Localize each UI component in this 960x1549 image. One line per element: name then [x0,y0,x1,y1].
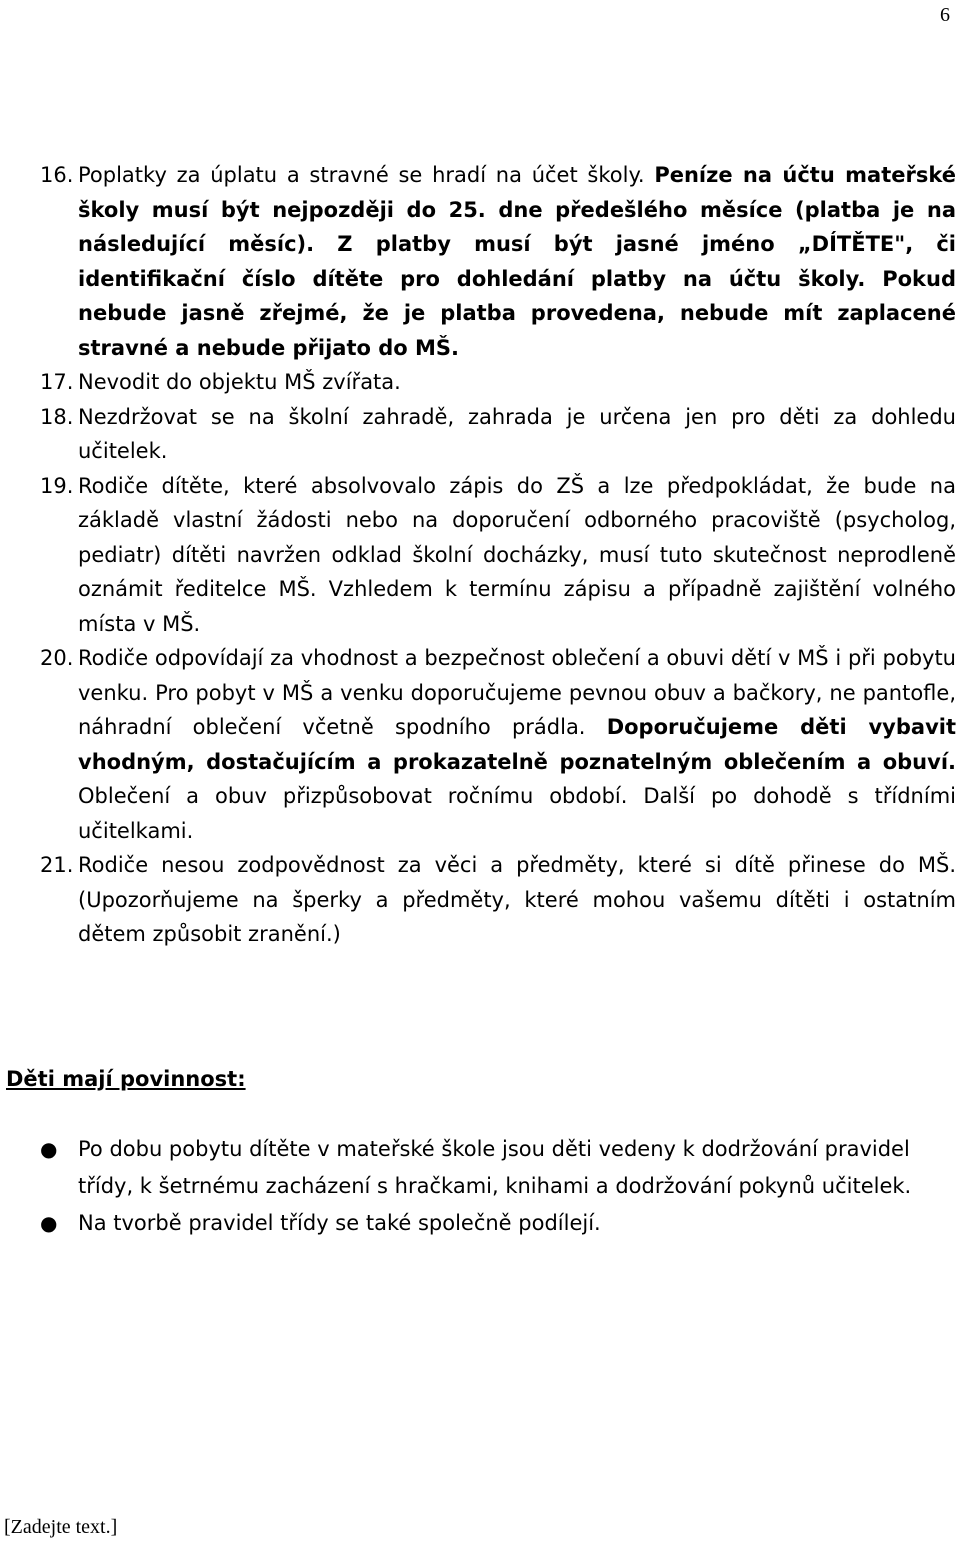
rule-number: 17. [40,370,74,394]
rule-text [78,469,956,642]
rule-text [78,848,956,952]
rule-text-part: Rodiče dítěte, které absolvovalo zápis do ZŠ a lze předpokládat, že bude na základě vlastní žádosti nebo na doporučení odborného pracoviště (psycholog, pediatr) dítěti navržen odklad školní docházky, musí tuto skutečnost neprodleně oznámit ředitelce MŠ. Vzhledem k termínu zápisu a případně zajištění volného místa v MŠ. [78,473,956,636]
rule-text-part: Nezdržovat se na školní zahradě, zahrada je určena jen pro děti za dohledu učitelek. [78,404,956,463]
rule-text-part-bold: Doporučujeme děti vybavit vhodným, dostačujícím a prokazatelně poznatelným oblečením a obuví. [78,715,956,774]
rule-text [78,400,956,469]
rule-text-part: Oblečení a obuv přizpůsobovat ročnímu období. Další po dohodě s třídními učitelkami. [78,784,956,843]
rule-item-16 [40,158,956,365]
bullet-icon: ● [40,1211,58,1235]
list-item-text: Na tvorbě pravidel třídy se také společně podílejí. [78,1211,601,1235]
list-item [40,1131,920,1205]
rule-item-18 [40,400,956,469]
section-heading: Děti mají povinnost: [6,1067,246,1091]
rule-number: 19. [40,473,74,498]
rule-item-20 [40,641,956,848]
list-item-text: Po dobu pobytu dítěte v mateřské škole jsou děti vedeny k dodržování pravidel třídy, k šetrnému zacházení s hračkami, knihami a dodržování pokynů učitelek. [78,1137,912,1198]
rule-text-part: Nevodit do objektu MŠ zvířata. [78,370,401,394]
rule-item-21 [40,848,956,952]
page-number: 6 [940,4,950,26]
rule-number: 20. [40,646,74,670]
rule-item-17 [40,365,956,400]
rule-text [78,158,956,365]
rule-item-19 [40,469,956,642]
rule-text-part: Rodiče nesou zodpovědnost za věci a předměty, které si dítě přinese do MŠ. (Upozorňujeme na šperky a předměty, které mohou vašemu dítěti i ostatním dětem způsobit zranění.) [78,853,956,946]
rule-text-part: Poplatky za úplatu a stravné se hradí na účet školy. [78,163,655,187]
rule-number: 18. [40,404,74,429]
rule-text-part-bold: Peníze na účtu mateřské školy musí být nejpozději do 25. dne předešlého měsíce (platba je na následující měsíc). Z platby musí být jasné jméno „DÍTĚTE", či identifikační číslo dítěte pro dohledání platby na účtu školy. Pokud nebude jasně zřejmé, že je platba provedena, nebude mít zaplacené stravné a nebude přijato do MŠ. [78,163,956,360]
rule-text-part: Rodiče odpovídají za vhodnost a bezpečnost oblečení a obuvi dětí v MŠ i při pobytu venku. Pro pobyt v MŠ a venku doporučujeme pevnou obuv a bačkory, ne pantofle, náhradní oblečení včetně spodního prádla. [78,646,956,739]
rule-text [78,641,956,848]
footer-placeholder: [Zadejte text.] [4,1516,118,1538]
duties-list [40,1131,920,1242]
list-item [40,1205,920,1242]
rule-text [78,365,956,400]
rule-number: 21. [40,853,74,877]
rule-number: 16. [40,163,74,187]
rules-list [40,158,956,952]
bullet-icon: ● [40,1137,58,1161]
